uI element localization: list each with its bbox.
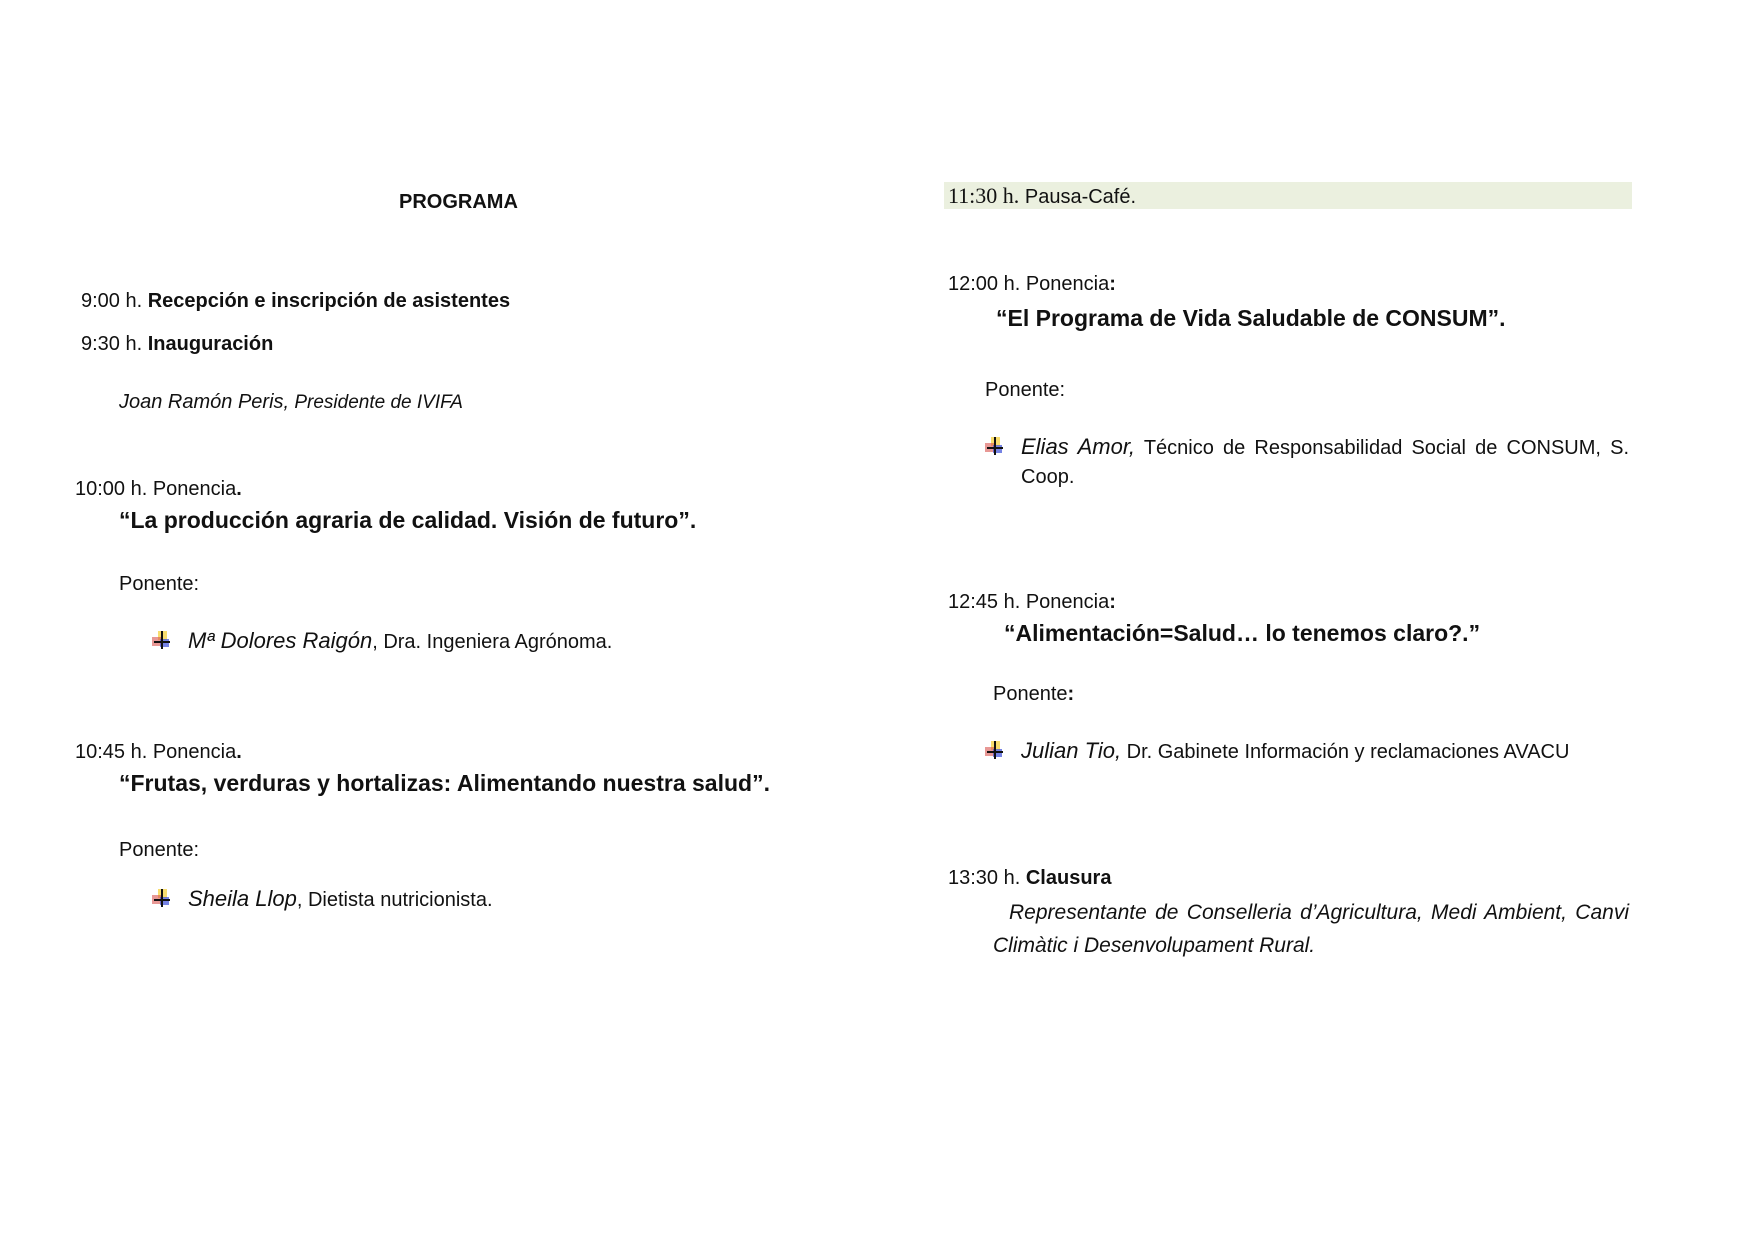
ponente-label: Ponente: [119, 839, 200, 861]
speaker-name: Joan Ramón Peris, [119, 391, 290, 413]
session-label: Recepción e inscripción de asistentes [147, 290, 511, 312]
speaker-role: Dr. Gabinete Información y reclamaciones AVACU [1121, 741, 1570, 763]
bullet-icon [152, 889, 170, 907]
session-closing [948, 866, 1111, 890]
session-time: 12:00 h. Ponencia: [948, 273, 1116, 295]
bullet-icon [985, 741, 1003, 759]
coffee-break [948, 184, 1136, 209]
session-label: Clausura [1025, 867, 1112, 889]
speaker-name: Julian Tio, [1021, 738, 1122, 763]
bullet-icon [985, 437, 1003, 455]
ponente-label: Ponente: [119, 573, 200, 595]
speaker-line [1021, 739, 1569, 764]
speaker-role: Presidente de IVIFA [289, 392, 463, 413]
speaker-line [119, 390, 463, 415]
ponente-label: Ponente: [985, 379, 1066, 401]
speaker-role: , Dra. Ingeniera Agrónoma. [372, 631, 613, 653]
talk-title: “La producción agraria de calidad. Visión de futuro”. [119, 507, 697, 533]
talk-title: “Frutas, verduras y hortalizas: Alimentando nuestra salud”. [119, 770, 770, 796]
session-time: 9:00 h. [81, 290, 143, 312]
page-title: PROGRAMA [399, 191, 518, 213]
talk-title: “Alimentación=Salud… lo tenemos claro?.” [1004, 620, 1481, 646]
session-time: 13:30 h. [948, 867, 1021, 889]
session-label: Inauguración [147, 333, 274, 355]
speaker-role: , Dietista nutricionista. [296, 889, 493, 911]
speaker-name: Elias Amor, [1021, 434, 1136, 459]
session-inauguration [81, 332, 273, 356]
speaker-line [188, 887, 493, 912]
ponente-label: Ponente: [993, 683, 1075, 705]
session-label: Pausa-Café. [1019, 186, 1137, 208]
closing-text: Representante de Conselleria d’Agricultura, Medi Ambient, Canvi Climàtic i Desenvolupament Rural. [993, 901, 1629, 957]
session-time: 12:45 h. Ponencia: [948, 591, 1116, 613]
session-time: 10:45 h. Ponencia. [75, 741, 242, 763]
speaker-line [188, 629, 612, 654]
session-time: 10:00 h. Ponencia. [75, 478, 242, 500]
bullet-icon [152, 631, 170, 649]
session-time: 9:30 h. [81, 333, 143, 355]
session-reception [81, 289, 510, 313]
speaker-name: Mª Dolores Raigón [188, 628, 373, 653]
speaker-line [1021, 432, 1629, 492]
speaker-name: Sheila Llop [188, 886, 297, 911]
speaker-role: Técnico de Responsabilidad Social de CONSUM, S. Coop. [1021, 437, 1629, 488]
talk-title: “El Programa de Vida Saludable de CONSUM”. [996, 305, 1506, 331]
session-time: 11:30 h. [948, 183, 1020, 208]
